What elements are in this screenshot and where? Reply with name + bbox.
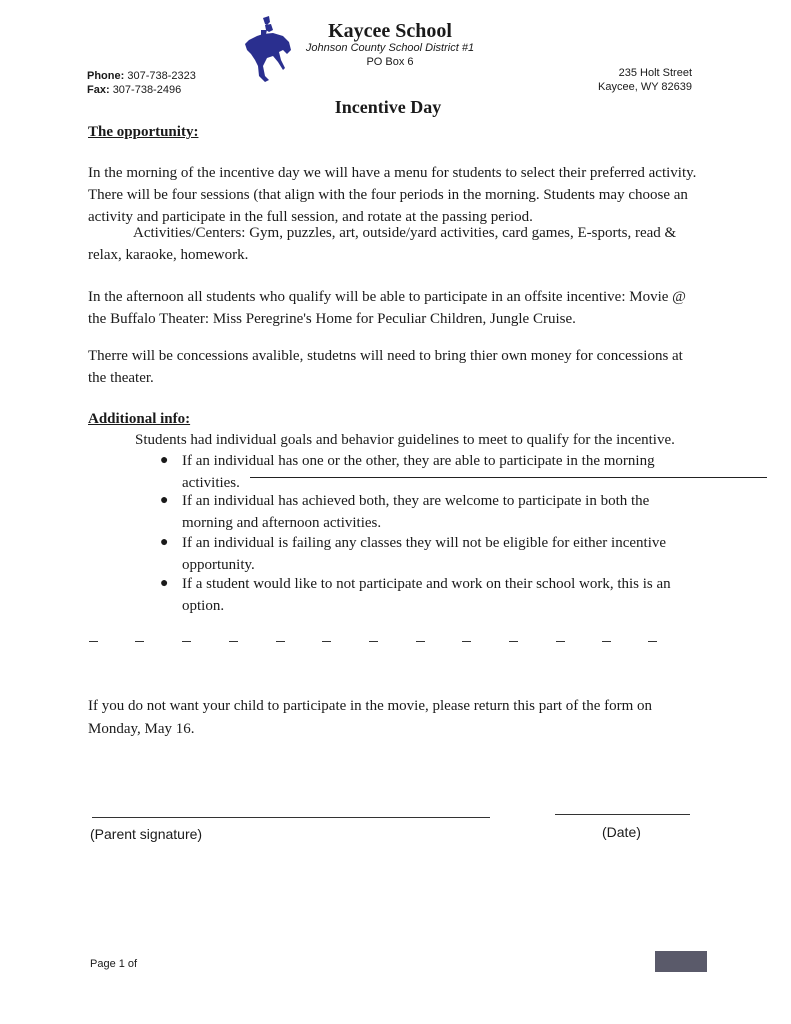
additional-info-intro: Students had individual goals and behavior guidelines to meet to qualify for the incentive.	[135, 432, 675, 448]
cut-line-dash	[229, 641, 238, 642]
bullet-icon: ●	[160, 535, 169, 550]
parent-signature-label: (Parent signature)	[90, 826, 203, 842]
cut-line-dash	[276, 641, 285, 642]
phone-number: 307-738-2323	[127, 70, 196, 82]
opportunity-heading: The opportunity:	[88, 124, 199, 140]
cut-line-dash	[322, 641, 331, 642]
phone-line	[87, 70, 196, 82]
page-number: Page 1 of	[90, 958, 138, 970]
street-address: 235 Holt Street	[618, 67, 692, 79]
date-line[interactable]	[555, 814, 690, 815]
bullet-icon: ●	[160, 453, 169, 468]
school-name: Kaycee School	[328, 20, 452, 42]
activities-paragraph	[88, 222, 688, 266]
cut-line-dash	[135, 641, 144, 642]
date-label: (Date)	[602, 824, 641, 840]
cut-line-dash	[602, 641, 611, 642]
list-item-text: If an individual has one or the other, they are able to participate in the morning activities.	[182, 453, 655, 491]
phone-label: Phone:	[87, 70, 125, 82]
parent-signature-line[interactable]	[92, 817, 490, 818]
cut-line-dash	[182, 641, 191, 642]
additional-info-heading: Additional info:	[88, 411, 191, 427]
po-box: PO Box 6	[366, 56, 414, 68]
fax-line	[87, 84, 181, 96]
district-name: Johnson County School District #1	[305, 42, 475, 54]
document-title: Incentive Day	[334, 97, 442, 117]
list-item-text: If a student would like to not participate and work on their school work, this is an option.	[182, 576, 671, 614]
stray-underline	[250, 477, 767, 478]
afternoon-paragraph: In the afternoon all students who qualify will be able to participate in an offsite incentive: Movie @ the Buffalo Theater: Miss Peregrine's Home for Peculiar Children, Jungle Cruise.	[88, 289, 686, 327]
optout-instructions: If you do not want your child to participate in the movie, please return this part of the form on Monday, May 16.	[88, 698, 653, 737]
bullet-icon: ●	[160, 576, 169, 591]
cut-line-dash	[369, 641, 378, 642]
opportunity-paragraph-1: In the morning of the incentive day we will have a menu for students to select their preferred activity. There will be four sessions (that align with the four periods in the morning. Students may choose an activity and participate in the full session, and rotate at the passing period.	[88, 165, 697, 225]
concessions-paragraph: Therre will be concessions avalible, studetns will need to bring thier own money for concessions at the theater.	[88, 348, 683, 386]
list-item-text: If an individual has achieved both, they are welcome to participate in both the morning and afternoon activities.	[182, 493, 650, 531]
cut-line-dash	[416, 641, 425, 642]
cut-line-dash	[556, 641, 565, 642]
city-state-zip: Kaycee, WY 82639	[598, 81, 692, 93]
bucking-horse-logo	[243, 16, 293, 82]
activities-text: Activities/Centers: Gym, puzzles, art, outside/yard activities, card games, E-sports, read & relax, karaoke, homework.	[88, 225, 677, 263]
cut-line-dash	[509, 641, 518, 642]
district-logo-icon	[655, 951, 707, 972]
cut-line-dash	[462, 641, 471, 642]
cut-line-dash	[648, 641, 657, 642]
bullet-icon: ●	[160, 493, 169, 508]
fax-number: 307-738-2496	[112, 84, 182, 96]
cut-line-dash	[89, 641, 98, 642]
list-item-text: If an individual is failing any classes they will not be eligible for either incentive opportunity.	[182, 535, 667, 573]
fax-label: Fax:	[87, 84, 110, 96]
